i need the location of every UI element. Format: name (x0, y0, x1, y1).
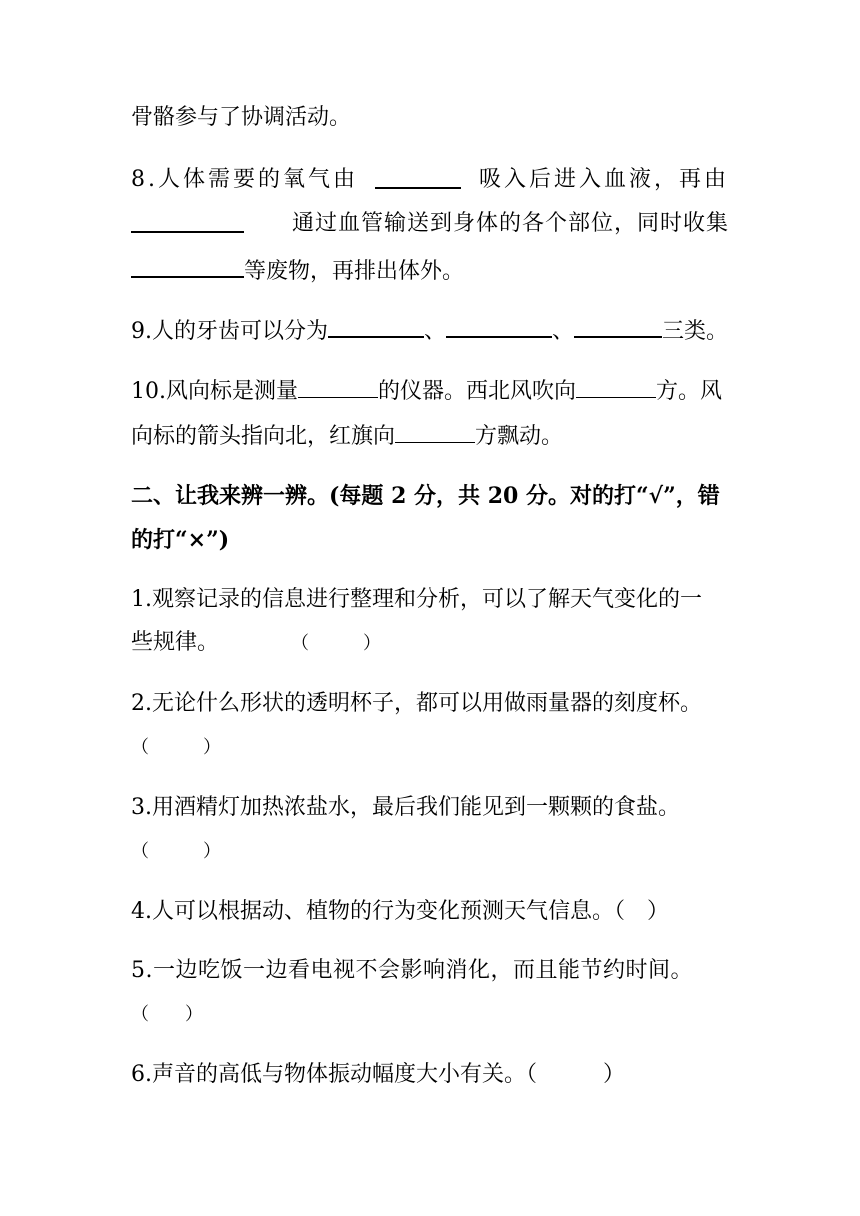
j4-line1 (131, 897, 669, 927)
q8-text-d: 等废物，再排出体外。 (244, 259, 465, 284)
j3-answer-paren[interactable]: （ ） (131, 841, 221, 862)
q9-blank-1[interactable] (328, 314, 424, 338)
j1-line2 (131, 628, 381, 659)
q8-blank-1[interactable] (375, 165, 461, 189)
section2-heading-line1 (131, 481, 720, 511)
q8-line3 (131, 254, 464, 287)
q10-line1 (131, 375, 722, 407)
j5-text: 5.一边吃饭一边看电视不会影响消化，而且能节约时间。 (131, 958, 693, 983)
j5-line2 (131, 999, 203, 1030)
j5-answer-paren[interactable]: （ ） (131, 1004, 203, 1025)
q10-text-b: 的仪器。西北风吹向 (378, 379, 577, 404)
q8-text-b: 吸入后进入血液，再由 (478, 167, 729, 192)
q10-text-e: 方飘动。 (475, 424, 564, 449)
j1-text: 1.观察记录的信息进行整理和分析，可以了解天气变化的一 (131, 587, 702, 612)
j2-line1 (131, 689, 702, 719)
q10-blank-2[interactable] (576, 375, 656, 398)
q10-blank-3[interactable] (395, 420, 475, 443)
j5-line1 (131, 956, 693, 986)
continuation-line (131, 103, 351, 133)
q10-blank-1[interactable] (298, 375, 378, 398)
j1-line1 (131, 585, 702, 615)
q9-text-a: 9.人的牙齿可以分为 (131, 319, 328, 344)
q9-line (131, 314, 728, 347)
j2-answer-paren[interactable]: （ ） (131, 737, 221, 758)
q10-text-a: 10.风向标是测量 (131, 379, 298, 404)
q10-text-d: 向标的箭头指向北，红旗向 (131, 424, 396, 449)
q8-line2 (131, 209, 729, 239)
q9-blank-2[interactable] (446, 314, 552, 338)
j1-text-cont: 些规律。 (131, 630, 220, 655)
q8-line1 (131, 165, 729, 195)
q9-blank-3[interactable] (574, 314, 662, 338)
j4-text[interactable]: 4.人可以根据动、植物的行为变化预测天气信息。（ ） (131, 899, 669, 924)
q8-text-c: 通过血管输送到身体的各个部位，同时收集 (291, 211, 729, 236)
j3-line2 (131, 836, 221, 867)
q9-sep-2: 、 (552, 319, 575, 344)
j3-line1 (131, 793, 680, 823)
q8-text-a: 8.人体需要的氧气由 (131, 167, 358, 192)
q9-text-b: 三类。 (662, 319, 729, 344)
j3-text: 3.用酒精灯加热浓盐水，最后我们能见到一颗颗的食盐。 (131, 795, 680, 820)
section2-title-cont: 的打“×”) (131, 527, 230, 553)
text-l1: 骨骼参与了协调活动。 (131, 105, 352, 130)
j6-line1 (131, 1060, 625, 1090)
j2-line2 (131, 732, 221, 763)
j2-text: 2.无论什么形状的透明杯子，都可以用做雨量器的刻度杯。 (131, 691, 702, 716)
q10-line2 (131, 420, 563, 452)
q8-blank-2[interactable] (131, 209, 244, 233)
j1-answer-paren[interactable]: （ ） (291, 633, 382, 654)
q8-blank-3[interactable] (131, 254, 244, 278)
q9-sep-1: 、 (424, 319, 447, 344)
section2-heading-line2 (131, 525, 229, 555)
section2-title: 二、让我来辨一辨。(每题 2 分，共 20 分。对的打“√”，错 (131, 483, 720, 509)
q10-text-c: 方。风 (656, 379, 723, 404)
j6-text[interactable]: 6.声音的高低与物体振动幅度大小有关。（ ） (131, 1062, 625, 1087)
